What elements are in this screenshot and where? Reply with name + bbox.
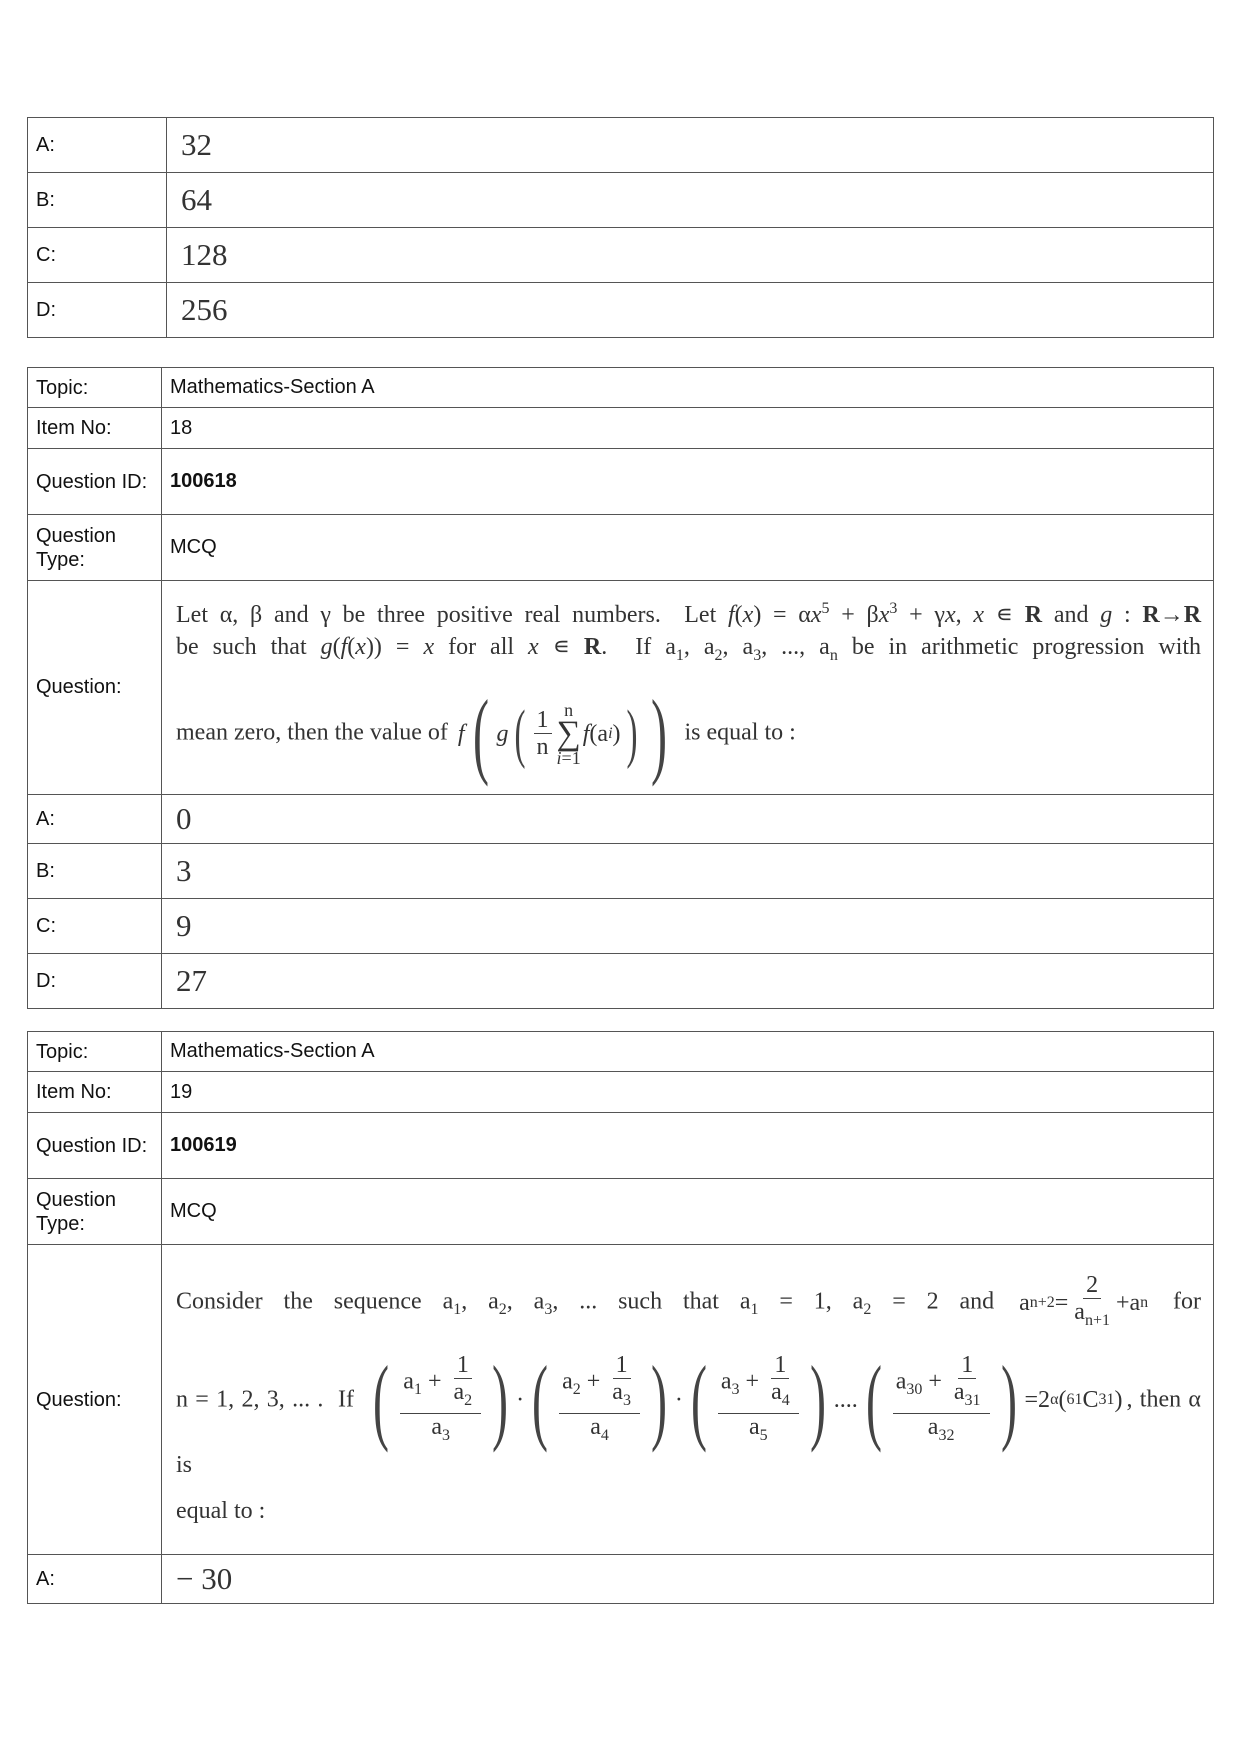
item-label: Item No:	[28, 1072, 162, 1113]
question-text: Consider the sequence $a_1$, $a_2$, $a_3$, ... such that $a_1 = 1$, $a_2 = 2$ and a n+2 = $\frac{2}{a_{n+1}}$ +a n for n = 1, 2, 3, ... . If ( $a_1$ + $\frac{1}{a_2}$ $a_3$ ) · ( $a_2$ + $\frac{1}{a_3}$ $a_4$ ) · ( $a_3$ + $\frac{1}{a_4}$ $a_5$ ) .... ( $a_{30}$ + $\frac{1}{a_{31}}$ $a_{32}$ ) =2 α ( 61 C 31 ), then α is equal to :	[162, 1245, 1214, 1555]
option-row	[28, 953, 1214, 1008]
option-label: D:	[28, 953, 162, 1008]
item-value: 19	[162, 1072, 1214, 1113]
option-value: 9	[162, 898, 1214, 953]
option-value: 256	[167, 283, 1214, 338]
topic-row	[28, 368, 1214, 408]
option-label: A:	[28, 794, 162, 843]
question-label: Question:	[28, 581, 162, 795]
product-formula: ( $a_1$ + $\frac{1}{a_2}$ $a_3$ ) · ( $a_2$ + $\frac{1}{a_3}$ $a_4$ ) · ( $a_3$ + $\frac{1}{a_4}$ $a_5$ ) .... ( $a_{30}$ + $\frac{1}{a_{31}}$ $a_{32}$ ) =2 α ( 61 C 31 )	[373, 1346, 1123, 1454]
topic-label: Topic:	[28, 368, 162, 408]
question-row	[28, 581, 1214, 795]
option-label: D:	[28, 283, 167, 338]
question-type-label: Question Type:	[28, 515, 162, 581]
question-id-value: 100618	[162, 449, 1214, 515]
option-row	[28, 173, 1214, 228]
option-row	[28, 118, 1214, 173]
recurrence-formula: a n+2 = $\frac{2}{a_{n+1}}$ +a n	[1019, 1271, 1149, 1329]
question-id-row	[28, 1113, 1214, 1179]
question-table-18	[27, 367, 1214, 1009]
option-label: B:	[28, 173, 167, 228]
question-label: Question:	[28, 1245, 162, 1555]
question-type-row	[28, 515, 1214, 581]
option-label: C:	[28, 898, 162, 953]
question-type-label: Question Type:	[28, 1179, 162, 1245]
question-text: Let α, β and γ be three positive real numbers. Let $f(x) = \alpha x^5 + \beta x^3 + \gamma x$, x ∊ R and g : R→R be such that g(f(x)) = x for all x ∊ R. If $a_1$, $a_2$, $a_3$, ..., $a_n$ be in arithmetic progression with mean zero, then the value of f ( g ( $\frac{1}{n}$ n ∑ i=1 f (a i ) ) ) is equal to :	[162, 581, 1214, 795]
item-value: 18	[162, 408, 1214, 449]
topic-value: Mathematics-Section A	[162, 368, 1214, 408]
option-row	[28, 794, 1214, 843]
formula-f-g-mean: f ( g ( $\frac{1}{n}$ n ∑ i=1 f (a i ) ) )	[457, 679, 667, 787]
item-row	[28, 1072, 1214, 1113]
question-type-value: MCQ	[162, 515, 1214, 581]
question-row	[28, 1245, 1214, 1555]
topic-row	[28, 1032, 1214, 1072]
option-label: A:	[28, 118, 167, 173]
option-value: 128	[167, 228, 1214, 283]
option-value: 3	[162, 843, 1214, 898]
option-row	[28, 1555, 1214, 1604]
option-value: 0	[162, 794, 1214, 843]
options-table-previous	[27, 117, 1214, 338]
question-id-row	[28, 449, 1214, 515]
option-value: 32	[167, 118, 1214, 173]
question-type-row	[28, 1179, 1214, 1245]
option-row	[28, 228, 1214, 283]
item-label: Item No:	[28, 408, 162, 449]
option-row	[28, 843, 1214, 898]
item-row	[28, 408, 1214, 449]
question-table-19	[27, 1031, 1214, 1604]
option-value: − 30	[162, 1555, 1214, 1604]
option-value: 27	[162, 953, 1214, 1008]
question-id-value: 100619	[162, 1113, 1214, 1179]
option-value: 64	[167, 173, 1214, 228]
option-label: C:	[28, 228, 167, 283]
option-row	[28, 283, 1214, 338]
question-id-label: Question ID:	[28, 449, 162, 515]
question-type-value: MCQ	[162, 1179, 1214, 1245]
topic-label: Topic:	[28, 1032, 162, 1072]
topic-value: Mathematics-Section A	[162, 1032, 1214, 1072]
option-row	[28, 898, 1214, 953]
option-label: B:	[28, 843, 162, 898]
question-id-label: Question ID:	[28, 1113, 162, 1179]
option-label: A:	[28, 1555, 162, 1604]
